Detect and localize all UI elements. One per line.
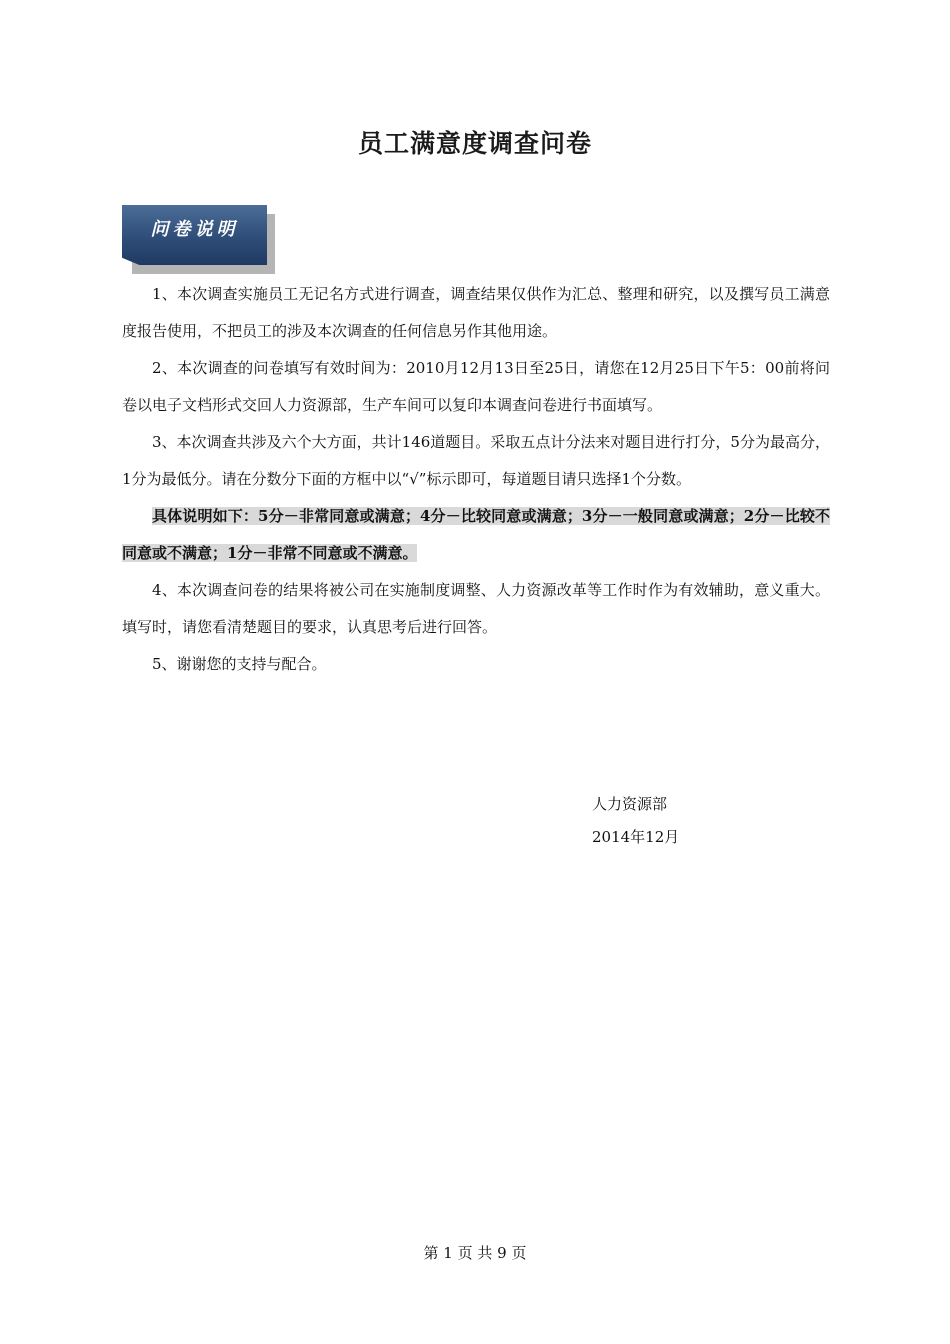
scoring-highlight: 具体说明如下：5分－非常同意或满意；4分－比较同意或满意；3分－一般同意或满意；2分－比较不同意或不满意；1分－非常不同意或不满意。 bbox=[122, 507, 830, 562]
paragraph-1: 1、本次调查实施员工无记名方式进行调查，调查结果仅供作为汇总、整理和研究，以及撰写员工满意度报告使用，不把员工的涉及本次调查的任何信息另作其他用途。 bbox=[122, 285, 830, 340]
signature-department: 人力资源部 bbox=[592, 795, 668, 813]
signature-block bbox=[592, 788, 679, 854]
page-footer: 第 1 页 共 9 页 bbox=[423, 1244, 527, 1262]
section-badge bbox=[122, 205, 275, 275]
signature-date: 2014年12月 bbox=[592, 828, 680, 846]
paragraph-4: 4、本次调查问卷的结果将被公司在实施制度调整、人力资源改革等工作时作为有效辅助，意义重大。填写时，请您看清楚题目的要求，认真思考后进行回答。 bbox=[122, 581, 830, 636]
paragraph-3: 3、本次调查共涉及六个大方面，共计146道题目。采取五点计分法来对题目进行打分，5分为最高分，1分为最低分。请在分数分下面的方框中以“√”标示即可，每道题目请只选择1个分数。 bbox=[122, 433, 830, 488]
scoring-description bbox=[122, 498, 830, 572]
paragraph-2: 2、本次调查的问卷填写有效时间为：2010月12月13日至25日，请您在12月25日下午5：00前将问卷以电子文档形式交回人力资源部，生产车间可以复印本调查问卷进行书面填写。 bbox=[122, 359, 830, 414]
section-label: 问卷说明 bbox=[150, 219, 239, 240]
page-title: 员工满意度调查问卷 bbox=[357, 129, 592, 158]
instructions-body bbox=[122, 276, 830, 683]
paragraph-5: 5、谢谢您的支持与配合。 bbox=[152, 655, 327, 673]
